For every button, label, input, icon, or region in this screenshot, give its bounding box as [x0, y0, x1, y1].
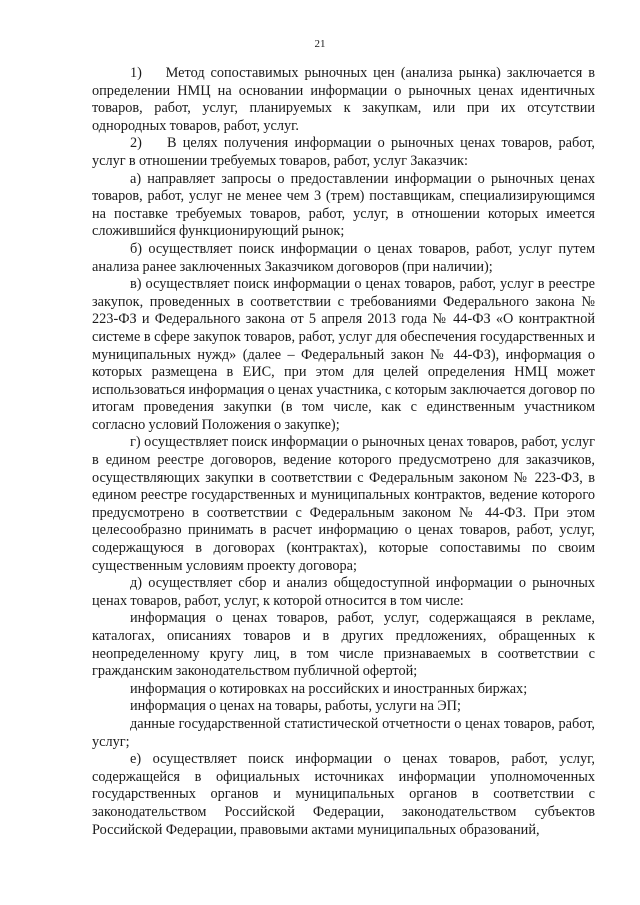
paragraph-item-g: г) осуществляет поиск информации о рыночных ценах товаров, работ, услуг в едином реестре договоров, ведение которого предусмотрено для заказчиков, осуществляющих закупки в соответствии с Федеральным законом № 223-ФЗ, в едином реестре государственных и муниципальных контрактов, ведение которого предусмотрено в соответствии с Федеральным законом № 44-ФЗ. При этом целесообразно принимать в расчет информацию о ценах товаров, работ, услуг, содержащуюся в договорах (контрактах), которые сопоставимы по своим существенным условиям проекту договора;: [92, 434, 595, 574]
paragraph-exchange-quotes: информация о котировках на российских и иностранных биржах;: [130, 680, 528, 697]
paragraph-statistics-data: данные государственной статистической отчетности о ценах товаров, работ, услуг;: [92, 715, 595, 750]
paragraph-item-d: д) осуществляет сбор и анализ общедоступной информации о рыночных ценах товаров, работ, услуг, к которой относится в том числе:: [92, 575, 595, 609]
paragraph-advertising-info: информация о ценах товаров, работ, услуг, содержащаяся в рекламе, каталогах, описаниях товаров и в других предложениях, обращенных к неопределенному кругу лиц, в том числе признаваемых в соответствии с гражданским законодательством публичной офертой;: [92, 610, 595, 680]
paragraph-item-b: б) осуществляет поиск информации о ценах товаров, работ, услуг путем анализа ранее заключенных Заказчиком договоров (при наличии);: [92, 240, 595, 275]
paragraph-item-e: е) осуществляет поиск информации о ценах товаров, работ, услуг, содержащейся в официальных источниках информации уполномоченных государственных органов и муниципальных органов в соответствии с законодательством Российской Федерации, законодательством субъектов Российской Федерации, правовыми актами муниципальных образований,: [92, 751, 595, 838]
paragraph-ep-prices: информация о ценах на товары, работы, услуги на ЭП;: [130, 698, 461, 715]
page-number: 21: [314, 38, 326, 50]
paragraph-price-information-purpose: 2) В целях получения информации о рыночных ценах товаров, работ, услуг в отношении требуемых товаров, работ, услуг Заказчик:: [92, 135, 595, 169]
paragraph-item-a: а) направляет запросы о предоставлении информации о рыночных ценах товаров, работ, услуг не менее чем 3 (трем) поставщикам, специализирующимся на поставке требуемых товаров, работ, услуг, в отношении которых имеется сложившийся функционирующий рынок;: [92, 170, 595, 240]
document-body: [92, 65, 595, 839]
paragraph-method-market-analysis: 1) Метод сопоставимых рыночных цен (анализа рынка) заключается в определении НМЦ на основании информации о рыночных ценах идентичных товаров, работ, услуг, планируемых к закупкам, или при их отсутствии однородных товаров, работ, услуг.: [92, 65, 595, 134]
paragraph-item-v: в) осуществляет поиск информации о ценах товаров, работ, услуг в реестре закупок, проведенных в соответствии с требованиями Федерального закона № 223-ФЗ и Федерального закона от 5 апреля 2013 года № 44-ФЗ «О контрактной системе в сфере закупок товаров, работ, услуг для обеспечения государственных и муниципальных нужд» (далее – Федеральный закон № 44-ФЗ), информация о которых размещена в ЕИС, при этом для целей определения НМЦ может использоваться информация о ценах участника, с которым заключается договор по итогам проведения закупки (в том числе, как с единственным участником согласно условий Положения о закупке);: [92, 276, 595, 433]
